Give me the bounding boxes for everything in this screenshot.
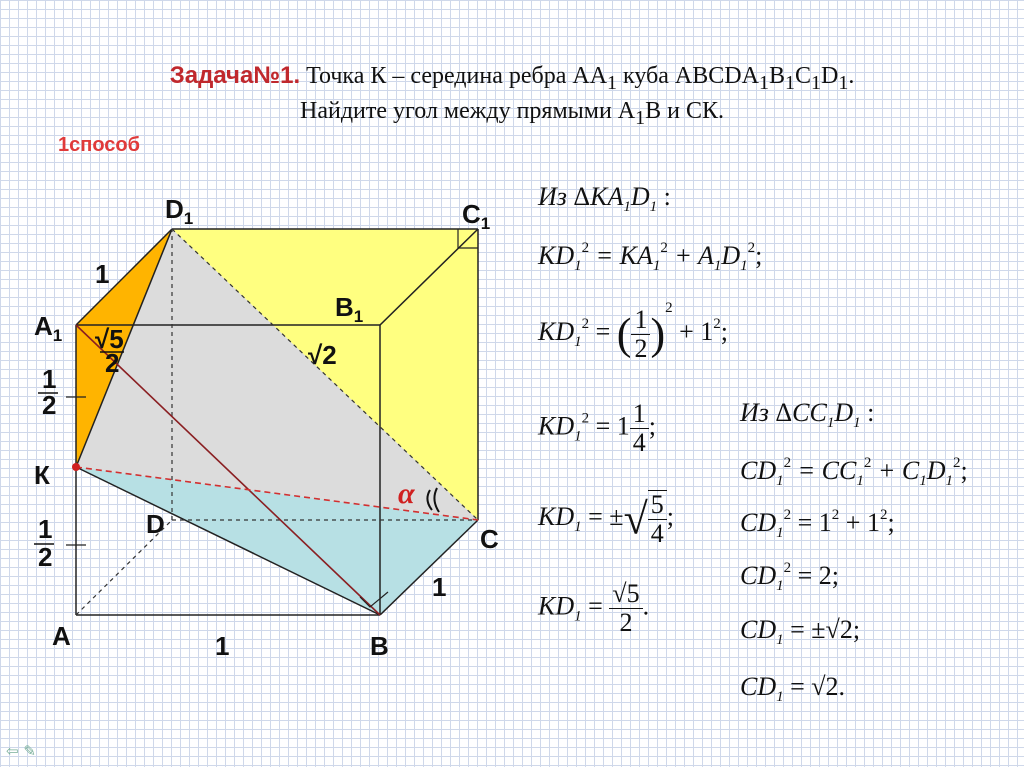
label-b: B	[370, 631, 389, 661]
sol-right-line-3: $CD_1^2 = 1^2 + 1^2$;	[740, 507, 895, 541]
label-angle-alpha: α	[398, 477, 415, 510]
sol-left-line-6: $KD_1$ = $\frac{√5}{2}$ .	[538, 579, 650, 637]
label-half-bot-den: 2	[38, 542, 53, 572]
label-edge-ab: 1	[215, 631, 230, 661]
sol-left-line-4: $KD_1^2 = 1$ $\frac{1}{4}$ ;	[538, 399, 657, 457]
label-half-top-den: 2	[42, 390, 57, 420]
sol-left-line-1: Из $\Delta KA_1D_1$ :	[538, 182, 671, 215]
label-a: A	[52, 621, 71, 651]
task-title-line-1: Задача№1. Точка К – середина ребра $АА_1$ куба $ABCDA_1B_1C_1D_1$.	[169, 62, 855, 94]
task-title-line-2: Найдите угол между прямыми $A_1B$ и СК.	[300, 98, 724, 129]
task-label: Задача№1.	[169, 62, 301, 89]
back-arrow-icon[interactable]: ⇦	[6, 742, 19, 760]
sol-right-line-6: $CD_1 = √2$.	[740, 672, 846, 705]
label-half-top-num: 1	[42, 364, 57, 394]
label-d: D	[146, 509, 165, 539]
label-b1: $B_1$	[335, 292, 364, 326]
label-edge-a1d1: 1	[95, 259, 110, 289]
label-cd1: √2	[308, 340, 337, 370]
sol-right-line-2: $CD_1^2 = CC_1^2 + C_1D_1^2$;	[740, 455, 968, 489]
label-k: К	[34, 460, 50, 490]
sol-left-line-5: $KD_1$ = ±√ $\frac{5}{4}$ ;	[538, 490, 674, 548]
label-c1: $C_1$	[462, 199, 491, 233]
label-c: C	[480, 524, 499, 554]
point-k	[72, 463, 80, 471]
pencil-icon[interactable]: ✎	[23, 742, 36, 760]
label-kd1-num: √5	[95, 324, 124, 354]
sol-left-line-3: $KD_1^2$ = ( $\frac{1}{2}$ )$^2 + 1^2$;	[538, 300, 729, 363]
sol-right-line-4: $CD_1^2 = 2$;	[740, 560, 840, 594]
label-a1: $A_1$	[34, 311, 63, 345]
sol-right-line-1: Из $\Delta CC_1D_1$ :	[740, 398, 875, 431]
method-label: 1способ	[58, 134, 140, 156]
label-half-bot-num: 1	[38, 514, 53, 544]
label-d1: $D_1$	[165, 194, 194, 228]
nav-controls	[6, 742, 36, 760]
label-edge-bc: 1	[432, 572, 447, 602]
sol-left-line-2: $KD_1^2 = KA_1^2 + A_1D_1^2$;	[538, 240, 763, 274]
label-kd1-den: 2	[105, 348, 120, 378]
sol-right-line-5: $CD_1 = \pm√2$;	[740, 615, 861, 648]
